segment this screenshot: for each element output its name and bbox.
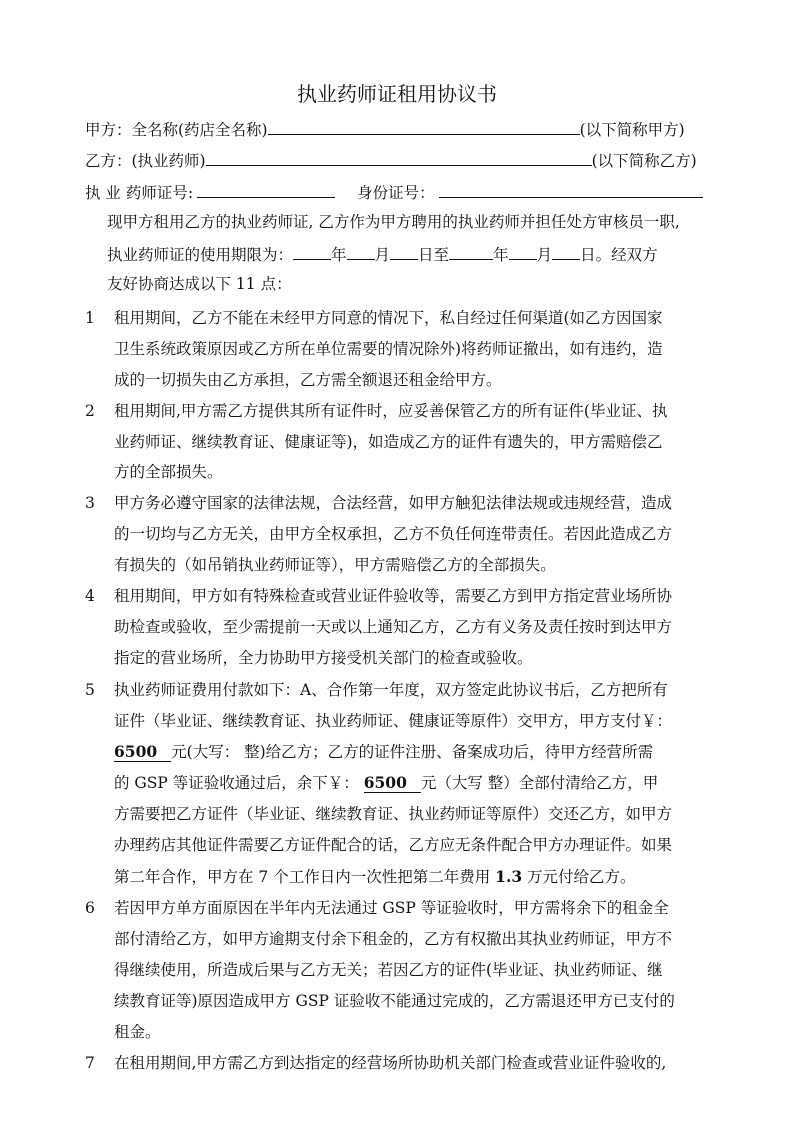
party-a-name-blank[interactable] bbox=[268, 118, 580, 135]
clause-line bbox=[114, 867, 636, 887]
clause-line: 方需要把乙方证件（毕业证、继续教育证、执业药师证等原件）交还乙方，如甲方 bbox=[114, 805, 673, 823]
clause-number: 1 bbox=[85, 309, 95, 327]
clause-line: 指定的营业场所，全力协助甲方接受机关部门的检查或验收。 bbox=[114, 649, 533, 667]
year-label: 年 bbox=[331, 246, 347, 264]
clause-text: 的 GSP 等证验收通过后，余下￥： bbox=[114, 774, 364, 792]
clause-line: 证件（毕业证、继续教育证、执业药师证、健康证等原件）交甲方，甲方支付￥： bbox=[114, 712, 673, 730]
start-day-blank[interactable] bbox=[390, 243, 418, 260]
clause-text: 万元付给乙方。 bbox=[522, 868, 636, 886]
amount-value: 6500 bbox=[114, 742, 171, 762]
clause-line: 得继续使用，所造成后果与乙方无关；若因乙方的证件(毕业证、执业药师证、继 bbox=[114, 961, 663, 979]
end-day-blank[interactable] bbox=[552, 243, 580, 260]
clause-line: 成的一切损失由乙方承担，乙方需全额退还租金给甲方。 bbox=[114, 371, 502, 389]
intro-line-2 bbox=[107, 243, 658, 265]
document-title: 执业药师证租用协议书 bbox=[297, 82, 497, 106]
amount-value: 1.3 bbox=[495, 867, 523, 886]
clause-line: 租用期间,甲方需乙方提供其所有证件时，应妥善保管乙方的所有证件(毕业证、执 bbox=[114, 402, 668, 420]
year-label: 年 bbox=[493, 246, 509, 264]
intro-line-3: 友好协商达成以下 11 点： bbox=[107, 275, 292, 293]
clause-line bbox=[114, 773, 658, 793]
clause-line: 方的全部损失。 bbox=[114, 463, 223, 481]
day-end-label: 日。经双方 bbox=[580, 246, 658, 264]
clause-text: 第二年合作，甲方在 7 个工作日内一次性把第二年费用 bbox=[114, 868, 496, 886]
clause-number: 3 bbox=[85, 494, 95, 512]
start-month-blank[interactable] bbox=[347, 243, 375, 260]
id-number-label: 身份证号： bbox=[357, 184, 435, 202]
party-b-label: 乙方：(执业药师) bbox=[85, 152, 206, 170]
clause-number: 5 bbox=[85, 681, 95, 699]
term-label: 执业药师证的使用期限为： bbox=[107, 246, 294, 264]
clause-line: 卫生系统政策原因或乙方所在单位需要的情况除外)将药师证撤出，如有违约，造 bbox=[114, 340, 663, 358]
clause-line: 办理药店其他证件需要乙方证件配合的话，乙方应无条件配合甲方办理证件。如果 bbox=[114, 836, 673, 854]
intro-line-1: 现甲方租用乙方的执业药师证, 乙方作为甲方聘用的执业药师并担任处方审核员一职, bbox=[107, 213, 680, 231]
party-a-label: 甲方：全名称(药店全名称) bbox=[85, 121, 268, 139]
clause-text: 元（大写 整）全部付清给乙方，甲 bbox=[420, 774, 659, 792]
clause-line: 执业药师证费用付款如下：A、合作第一年度，双方签定此协议书后，乙方把所有 bbox=[114, 681, 668, 699]
clause-line: 在租用期间,甲方需乙方到达指定的经营场所协助机关部门检查或营业证件验收的, bbox=[114, 1054, 667, 1072]
clause-number: 2 bbox=[85, 402, 95, 420]
id-number-blank[interactable] bbox=[439, 181, 703, 198]
clause-number: 4 bbox=[85, 587, 95, 605]
amount-value: 6500 bbox=[364, 773, 421, 793]
day-to-label: 日至 bbox=[418, 246, 450, 264]
clause-text: 元(大写： 整)给乙方；乙方的证件注册、备案成功后，待甲方经营所需 bbox=[171, 743, 654, 761]
party-b-suffix: (以下简称乙方) bbox=[591, 152, 697, 170]
end-month-blank[interactable] bbox=[509, 243, 537, 260]
clause-line: 业药师证、继续教育证、健康证等)，如造成乙方的证件有遗失的，甲方需赔偿乙 bbox=[114, 433, 663, 451]
clause-line: 租用期间，乙方不能在未经甲方同意的情况下，私自经过任何渠道(如乙方因国家 bbox=[114, 309, 663, 327]
clause-line bbox=[114, 742, 653, 762]
clause-number: 7 bbox=[85, 1054, 95, 1072]
clause-line: 甲方务必遵守国家的法律法规，合法经营，如甲方触犯法律法规或违规经营，造成 bbox=[114, 494, 673, 512]
end-year-blank[interactable] bbox=[449, 243, 493, 260]
clause-number: 6 bbox=[85, 899, 95, 917]
start-year-blank[interactable] bbox=[293, 243, 331, 260]
clause-line: 租用期间，甲方如有特殊检查或营业证件验收等，需要乙方到甲方指定营业场所协 bbox=[114, 587, 673, 605]
id-line bbox=[85, 181, 703, 203]
clause-line: 有损失的（如吊销执业药师证等），甲方需赔偿乙方的全部损失。 bbox=[114, 556, 556, 574]
clause-line: 续教育证等)原因造成甲方 GSP 证验收不能通过完成的，乙方需退还甲方已支付的 bbox=[114, 992, 675, 1010]
party-a-line bbox=[85, 118, 685, 140]
clause-line: 助检查或验收，至少需提前一天或以上通知乙方，乙方有义务及责任按时到达甲方 bbox=[114, 618, 673, 636]
clause-line: 租金。 bbox=[114, 1023, 161, 1041]
clause-line: 部付清给乙方，如甲方逾期支付余下租金的，乙方有权撤出其执业药师证，甲方不 bbox=[114, 930, 673, 948]
month-label: 月 bbox=[536, 246, 553, 264]
party-b-name-blank[interactable] bbox=[206, 149, 592, 166]
party-b-line bbox=[85, 149, 697, 171]
clause-line: 的一切均与乙方无关，由甲方全权承担，乙方不负任何连带责任。若因此造成乙方 bbox=[114, 525, 673, 543]
cert-number-blank[interactable] bbox=[197, 181, 335, 198]
party-a-suffix: (以下简称甲方) bbox=[579, 121, 685, 139]
month-label: 月 bbox=[374, 246, 391, 264]
clause-line: 若因甲方单方面原因在半年内无法通过 GSP 等证验收时，甲方需将余下的租金全 bbox=[114, 899, 669, 917]
cert-number-label: 执 业 药师证号: bbox=[85, 184, 194, 202]
